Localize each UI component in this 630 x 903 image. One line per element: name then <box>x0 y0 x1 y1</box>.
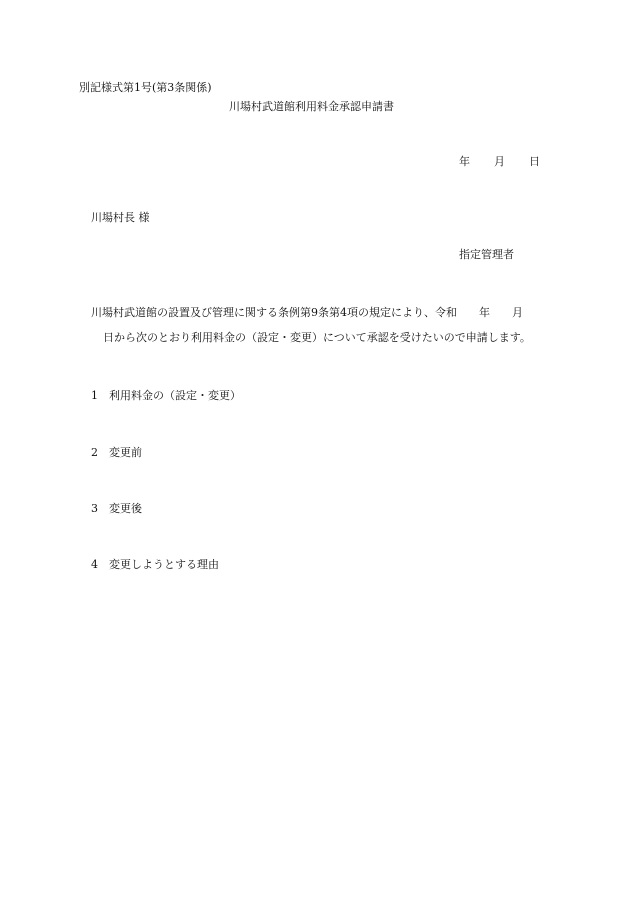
list-item <box>91 447 142 458</box>
item-number: 1 <box>91 389 98 402</box>
list-item <box>91 559 219 570</box>
item-label: 変更前 <box>109 446 142 459</box>
date-month-label: 月 <box>494 155 505 168</box>
body-text-line-1: 川場村武道館の設置及び管理に関する条例第9条第4項の規定により、令和 年 月 <box>91 306 523 319</box>
document-title: 川場村武道館利用料金承認申請書 <box>229 100 394 113</box>
item-number: 3 <box>91 502 98 515</box>
item-number: 2 <box>91 446 98 459</box>
list-item <box>91 390 241 401</box>
item-number: 4 <box>91 558 98 571</box>
date-day-label: 日 <box>529 155 540 168</box>
body-text-line-2: 日から次のとおり利用料金の（設定・変更）について承認を受けたいので申請します。 <box>103 331 531 344</box>
item-label: 利用料金の（設定・変更） <box>109 389 241 402</box>
item-label: 変更後 <box>109 502 142 515</box>
date-line <box>459 156 540 167</box>
item-label: 変更しようとする理由 <box>109 558 219 571</box>
date-year-label: 年 <box>459 155 470 168</box>
addressee: 川場村長 様 <box>91 211 150 224</box>
applicant-label: 指定管理者 <box>459 248 514 261</box>
form-number: 別記様式第1号(第3条関係) <box>79 81 212 94</box>
list-item <box>91 503 142 514</box>
